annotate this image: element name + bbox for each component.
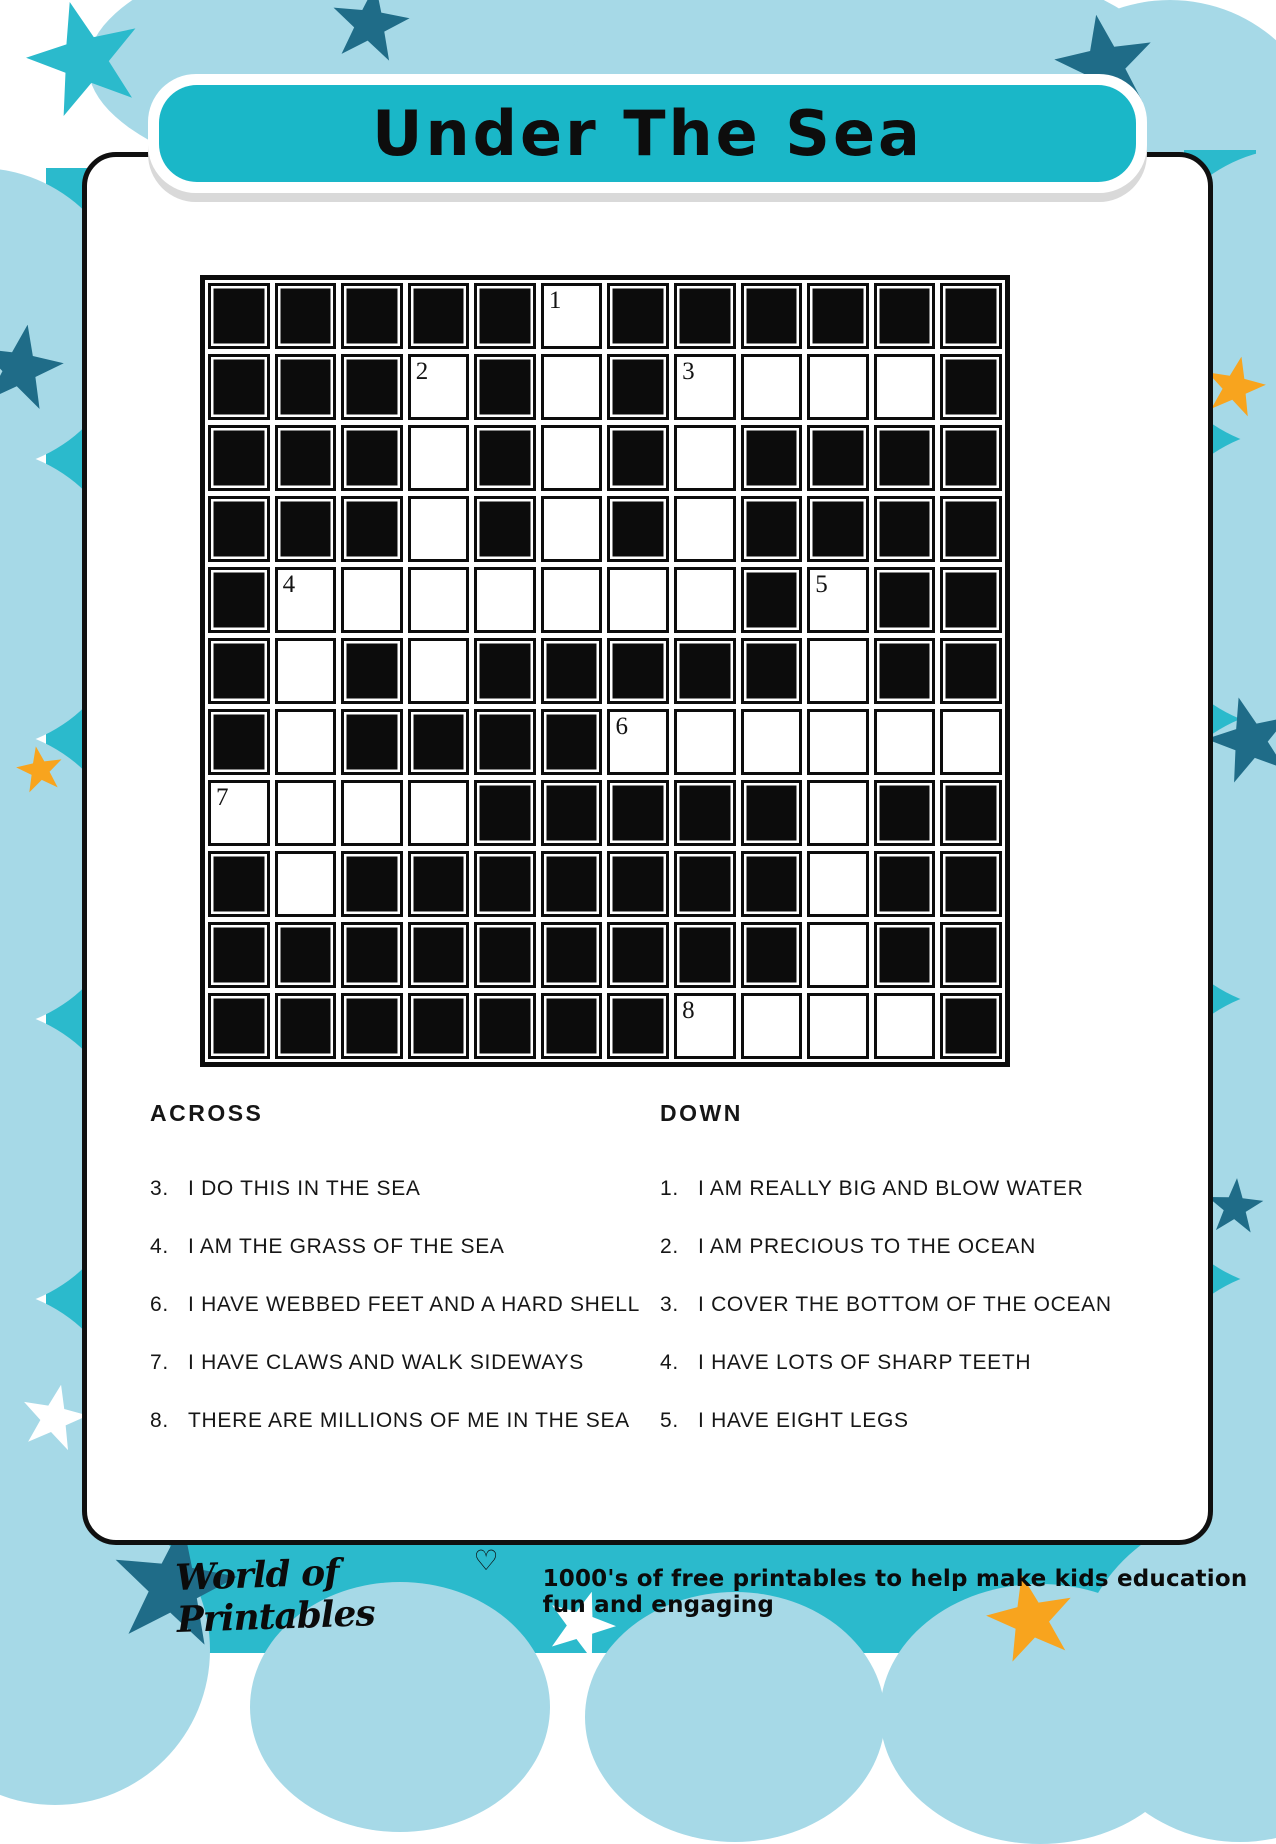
clue-item (660, 1293, 1112, 1317)
answer-cell[interactable] (408, 354, 470, 420)
clue-number: 8. (150, 1409, 169, 1432)
blocked-cell (874, 283, 936, 349)
answer-cell[interactable] (541, 283, 603, 349)
blocked-cell (940, 638, 1002, 704)
blocked-cell (341, 425, 403, 491)
blocked-cell (541, 993, 603, 1059)
down-heading: DOWN (660, 1100, 743, 1126)
brand-logo: World of Printables (174, 1551, 376, 1642)
answer-cell[interactable] (208, 780, 270, 846)
answer-cell[interactable] (674, 567, 736, 633)
blocked-cell (275, 496, 337, 562)
blocked-cell (341, 922, 403, 988)
blocked-cell (541, 851, 603, 917)
answer-cell[interactable] (541, 425, 603, 491)
blocked-cell (674, 283, 736, 349)
answer-cell[interactable] (874, 709, 936, 775)
answer-cell[interactable] (408, 780, 470, 846)
grid-clue-number: 4 (282, 571, 296, 598)
answer-cell[interactable] (674, 496, 736, 562)
blocked-cell (874, 496, 936, 562)
blocked-cell (408, 851, 470, 917)
answer-cell[interactable] (807, 993, 869, 1059)
blocked-cell (940, 993, 1002, 1059)
blocked-cell (275, 922, 337, 988)
blocked-cell (341, 851, 403, 917)
blocked-cell (408, 283, 470, 349)
blocked-cell (474, 851, 536, 917)
answer-cell[interactable] (607, 567, 669, 633)
blocked-cell (474, 993, 536, 1059)
clue-number: 3. (660, 1293, 679, 1316)
blocked-cell (607, 851, 669, 917)
blocked-cell (741, 567, 803, 633)
blocked-cell (940, 496, 1002, 562)
clue-text: I DO THIS IN THE SEA (188, 1177, 421, 1200)
answer-cell[interactable] (275, 780, 337, 846)
footer (174, 1545, 1276, 1642)
answer-cell[interactable] (940, 709, 1002, 775)
blocked-cell (474, 496, 536, 562)
blocked-cell (341, 496, 403, 562)
grid-clue-number: 2 (415, 358, 429, 385)
answer-cell[interactable] (874, 354, 936, 420)
blocked-cell (674, 780, 736, 846)
clue-text: I HAVE WEBBED FEET AND A HARD SHELL (188, 1293, 641, 1316)
blocked-cell (940, 567, 1002, 633)
clue-number: 3. (150, 1177, 169, 1200)
blocked-cell (208, 354, 270, 420)
answer-cell[interactable] (807, 638, 869, 704)
blocked-cell (208, 283, 270, 349)
blocked-cell (674, 638, 736, 704)
clue-text: THERE ARE MILLIONS OF ME IN THE SEA (188, 1409, 630, 1432)
answer-cell[interactable] (807, 780, 869, 846)
answer-cell[interactable] (874, 993, 936, 1059)
blocked-cell (874, 567, 936, 633)
clue-number: 7. (150, 1351, 169, 1374)
clue-item (150, 1177, 660, 1201)
clue-number: 1. (660, 1177, 679, 1200)
clue-item (150, 1235, 660, 1259)
blocked-cell (208, 496, 270, 562)
crossword-grid (200, 275, 1010, 1067)
blocked-cell (874, 638, 936, 704)
clue-number: 2. (660, 1235, 679, 1258)
clue-text: I HAVE LOTS OF SHARP TEETH (698, 1351, 1032, 1374)
blocked-cell (341, 709, 403, 775)
answer-cell[interactable] (408, 496, 470, 562)
grid-clue-number: 5 (815, 571, 828, 598)
blocked-cell (607, 283, 669, 349)
blocked-cell (741, 851, 803, 917)
grid-clue-number: 1 (548, 287, 562, 314)
clue-item (660, 1409, 1112, 1433)
grid-clue-number: 8 (682, 997, 695, 1024)
blocked-cell (607, 780, 669, 846)
answer-cell[interactable] (408, 638, 470, 704)
down-clue-list (660, 1177, 1112, 1433)
across-heading: ACROSS (150, 1100, 264, 1126)
answer-cell[interactable] (341, 780, 403, 846)
clue-item (150, 1293, 660, 1317)
clue-text: I HAVE EIGHT LEGS (698, 1409, 909, 1432)
answer-cell[interactable] (341, 567, 403, 633)
blocked-cell (874, 851, 936, 917)
answer-cell[interactable] (408, 425, 470, 491)
answer-cell[interactable] (275, 709, 337, 775)
answer-cell[interactable] (807, 709, 869, 775)
blocked-cell (474, 638, 536, 704)
blocked-cell (741, 283, 803, 349)
blocked-cell (341, 354, 403, 420)
blocked-cell (874, 425, 936, 491)
answer-cell[interactable] (474, 567, 536, 633)
clue-number: 4. (660, 1351, 679, 1374)
blocked-cell (940, 780, 1002, 846)
answer-cell[interactable] (541, 567, 603, 633)
clue-text: I AM PRECIOUS TO THE OCEAN (698, 1235, 1036, 1258)
answer-cell[interactable] (408, 567, 470, 633)
answer-cell[interactable] (275, 638, 337, 704)
blocked-cell (741, 496, 803, 562)
blocked-cell (208, 425, 270, 491)
down-clues (660, 1100, 1112, 1467)
blocked-cell (807, 283, 869, 349)
blocked-cell (607, 496, 669, 562)
blocked-cell (940, 851, 1002, 917)
blocked-cell (674, 922, 736, 988)
blocked-cell (275, 993, 337, 1059)
clue-item (660, 1235, 1112, 1259)
blocked-cell (208, 638, 270, 704)
blocked-cell (741, 922, 803, 988)
answer-cell[interactable] (807, 567, 869, 633)
clue-text: I AM REALLY BIG AND BLOW WATER (698, 1177, 1084, 1200)
blocked-cell (275, 283, 337, 349)
answer-cell[interactable] (275, 851, 337, 917)
answer-cell[interactable] (674, 993, 736, 1059)
answer-cell[interactable] (741, 709, 803, 775)
answer-cell[interactable] (807, 922, 869, 988)
blocked-cell (341, 638, 403, 704)
clue-number: 4. (150, 1235, 169, 1258)
across-clues (150, 1100, 660, 1467)
blocked-cell (874, 922, 936, 988)
blocked-cell (408, 993, 470, 1059)
answer-cell[interactable] (275, 567, 337, 633)
clue-item (660, 1351, 1112, 1375)
clue-number: 6. (150, 1293, 169, 1316)
blocked-cell (474, 354, 536, 420)
answer-cell[interactable] (541, 354, 603, 420)
grid-clue-number: 3 (682, 358, 695, 385)
clues-section (150, 1100, 1112, 1467)
blocked-cell (474, 780, 536, 846)
blocked-cell (940, 922, 1002, 988)
answer-cell[interactable] (674, 425, 736, 491)
blocked-cell (408, 709, 470, 775)
title-banner (148, 74, 1147, 193)
title-banner-fill (159, 85, 1136, 182)
blocked-cell (474, 283, 536, 349)
answer-cell[interactable] (674, 709, 736, 775)
clue-text: I HAVE CLAWS AND WALK SIDEWAYS (188, 1351, 584, 1374)
blocked-cell (607, 425, 669, 491)
across-clue-list (150, 1177, 660, 1433)
blocked-cell (741, 425, 803, 491)
blocked-cell (607, 993, 669, 1059)
blocked-cell (208, 567, 270, 633)
clue-item (660, 1177, 1112, 1201)
blocked-cell (208, 922, 270, 988)
page-title: Under The Sea (372, 97, 923, 170)
blocked-cell (341, 993, 403, 1059)
blocked-cell (541, 709, 603, 775)
answer-cell[interactable] (607, 709, 669, 775)
blocked-cell (341, 283, 403, 349)
blocked-cell (474, 425, 536, 491)
answer-cell[interactable] (674, 354, 736, 420)
blocked-cell (607, 354, 669, 420)
blocked-cell (541, 638, 603, 704)
blocked-cell (607, 638, 669, 704)
blocked-cell (741, 780, 803, 846)
grid-clue-number: 6 (615, 713, 628, 740)
blocked-cell (208, 993, 270, 1059)
blocked-cell (474, 922, 536, 988)
blocked-cell (541, 922, 603, 988)
blocked-cell (674, 851, 736, 917)
grid-clue-number: 7 (216, 784, 229, 811)
blocked-cell (940, 283, 1002, 349)
blocked-cell (874, 780, 936, 846)
clue-item (150, 1409, 660, 1433)
blocked-cell (741, 638, 803, 704)
clue-text: I COVER THE BOTTOM OF THE OCEAN (698, 1293, 1112, 1316)
answer-cell[interactable] (807, 354, 869, 420)
blocked-cell (807, 496, 869, 562)
blocked-cell (208, 709, 270, 775)
blocked-cell (208, 851, 270, 917)
blocked-cell (474, 709, 536, 775)
clue-number: 5. (660, 1409, 679, 1432)
blocked-cell (940, 425, 1002, 491)
answer-cell[interactable] (741, 354, 803, 420)
blocked-cell (275, 354, 337, 420)
blocked-cell (940, 354, 1002, 420)
answer-cell[interactable] (541, 496, 603, 562)
clue-text: I AM THE GRASS OF THE SEA (188, 1235, 505, 1258)
blocked-cell (541, 780, 603, 846)
blocked-cell (807, 425, 869, 491)
clue-item (150, 1351, 660, 1375)
answer-cell[interactable] (807, 851, 869, 917)
blocked-cell (607, 922, 669, 988)
answer-cell[interactable] (741, 993, 803, 1059)
blocked-cell (408, 922, 470, 988)
heart-icon: ♡ (473, 1545, 499, 1576)
blocked-cell (275, 425, 337, 491)
footer-tagline: 1000's of free printables to help make kids education fun and engaging (542, 1566, 1248, 1618)
